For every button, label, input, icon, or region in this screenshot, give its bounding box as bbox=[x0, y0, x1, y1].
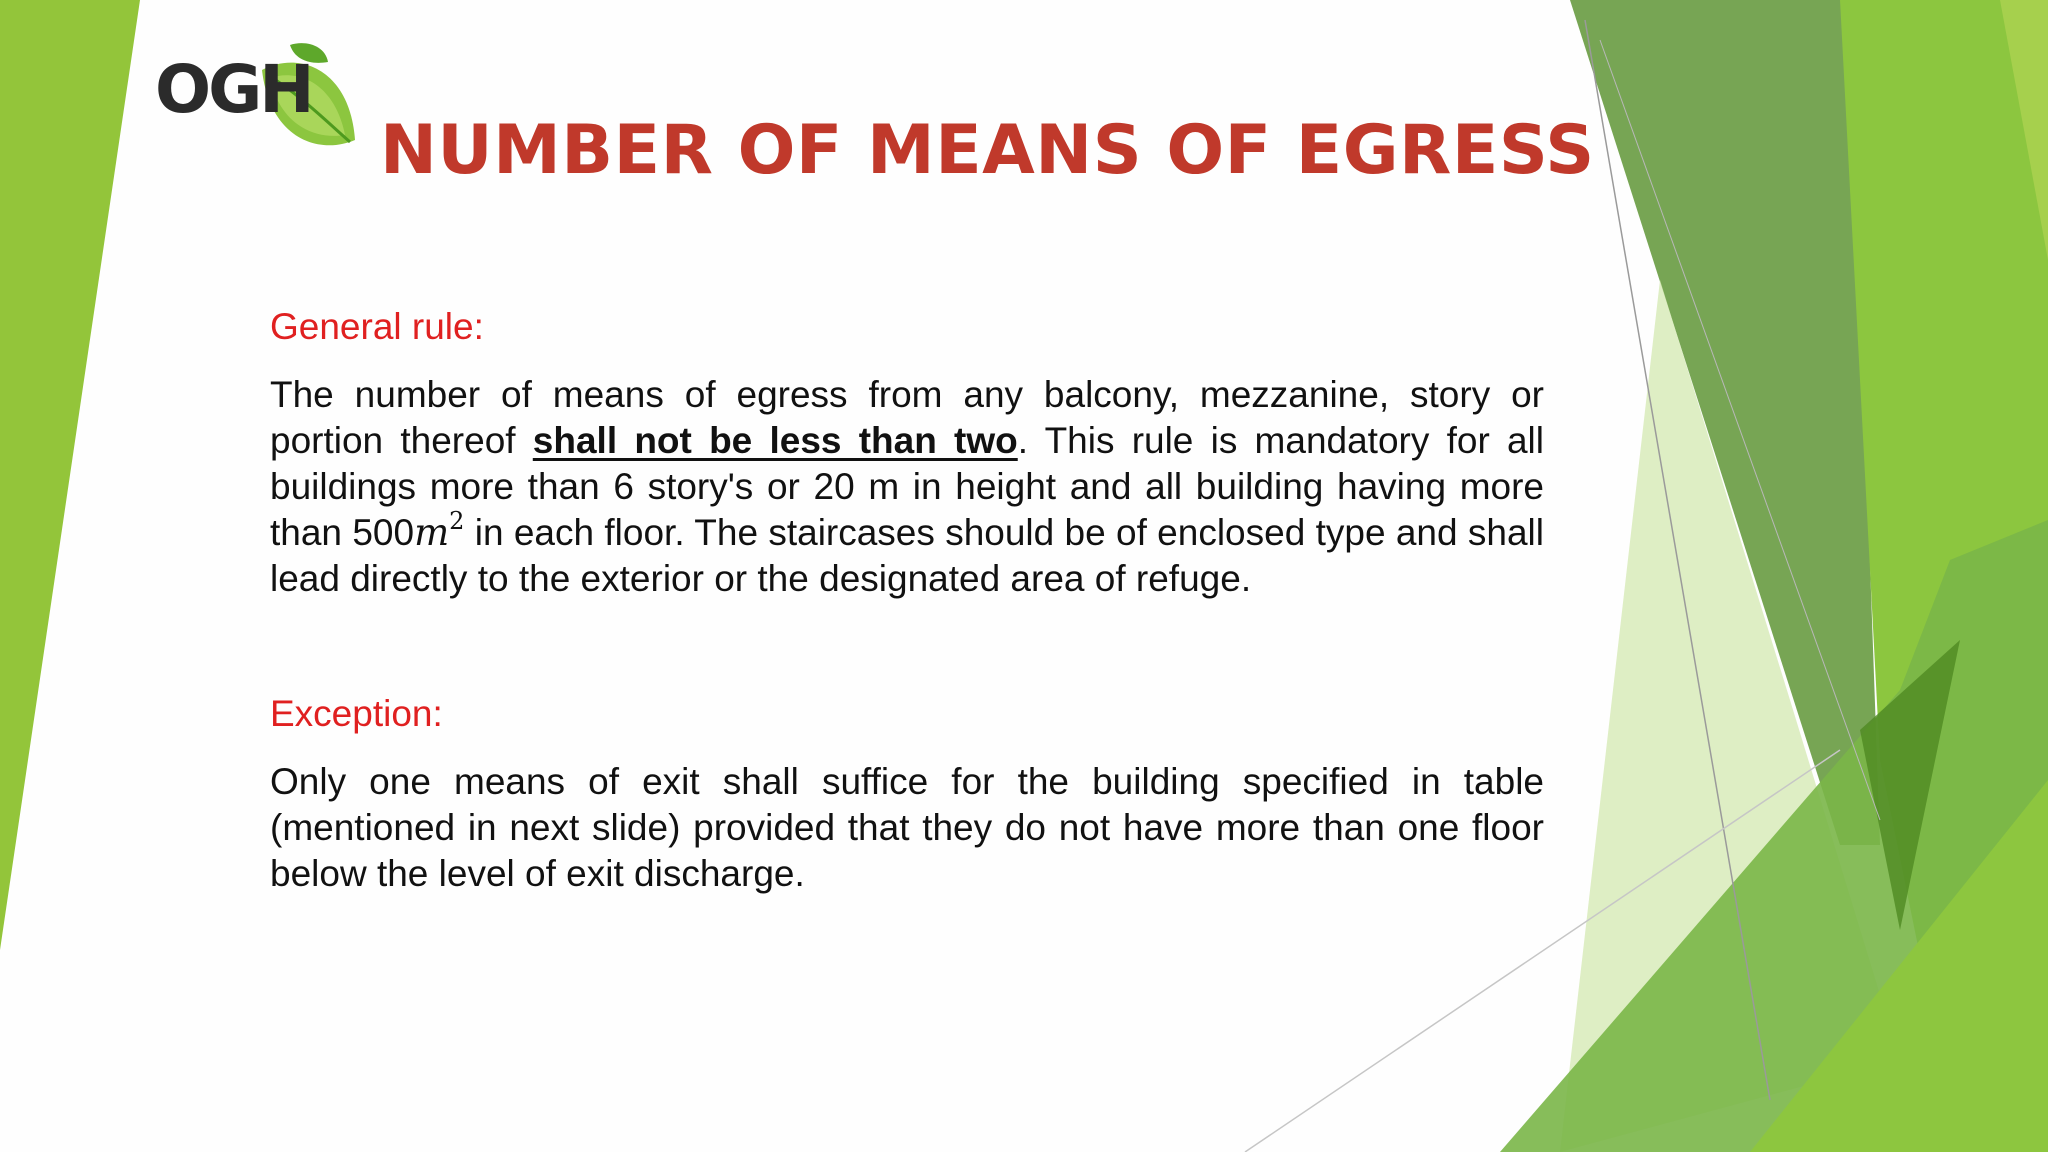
logo-text: OGH bbox=[155, 51, 312, 128]
area-unit-exponent: 2 bbox=[449, 507, 465, 535]
ogh-logo bbox=[150, 40, 360, 165]
general-rule-text-after: in each floor. The staircases should be of enclosed type and shall lead directly to the exterior or the designated area of refuge. bbox=[270, 512, 1544, 599]
page-title: NUMBER OF MEANS OF EGRESS bbox=[380, 111, 1595, 190]
general-rule-heading: General rule: bbox=[270, 306, 484, 347]
general-rule-text-before: The number of means of egress from any balcony, mezzanine, story or portion thereof bbox=[270, 374, 1544, 461]
general-rule-paragraph bbox=[270, 372, 1544, 602]
general-rule-emphasis: shall not be less than two bbox=[532, 420, 1018, 461]
general-rule-text-mid: . This rule is mandatory for all buildings more than 6 story's or 20 m in height and all building having more than 500 bbox=[270, 420, 1545, 553]
left-green-band bbox=[0, 0, 140, 950]
area-unit-math bbox=[414, 507, 465, 554]
area-unit-base: m bbox=[414, 511, 450, 554]
exception-paragraph: Only one means of exit shall suffice for the building specified in table (mentioned in next slide) provided that they do not have more than one floor below the level of exit discharge. bbox=[270, 761, 1544, 894]
exception-heading: Exception: bbox=[270, 693, 443, 734]
